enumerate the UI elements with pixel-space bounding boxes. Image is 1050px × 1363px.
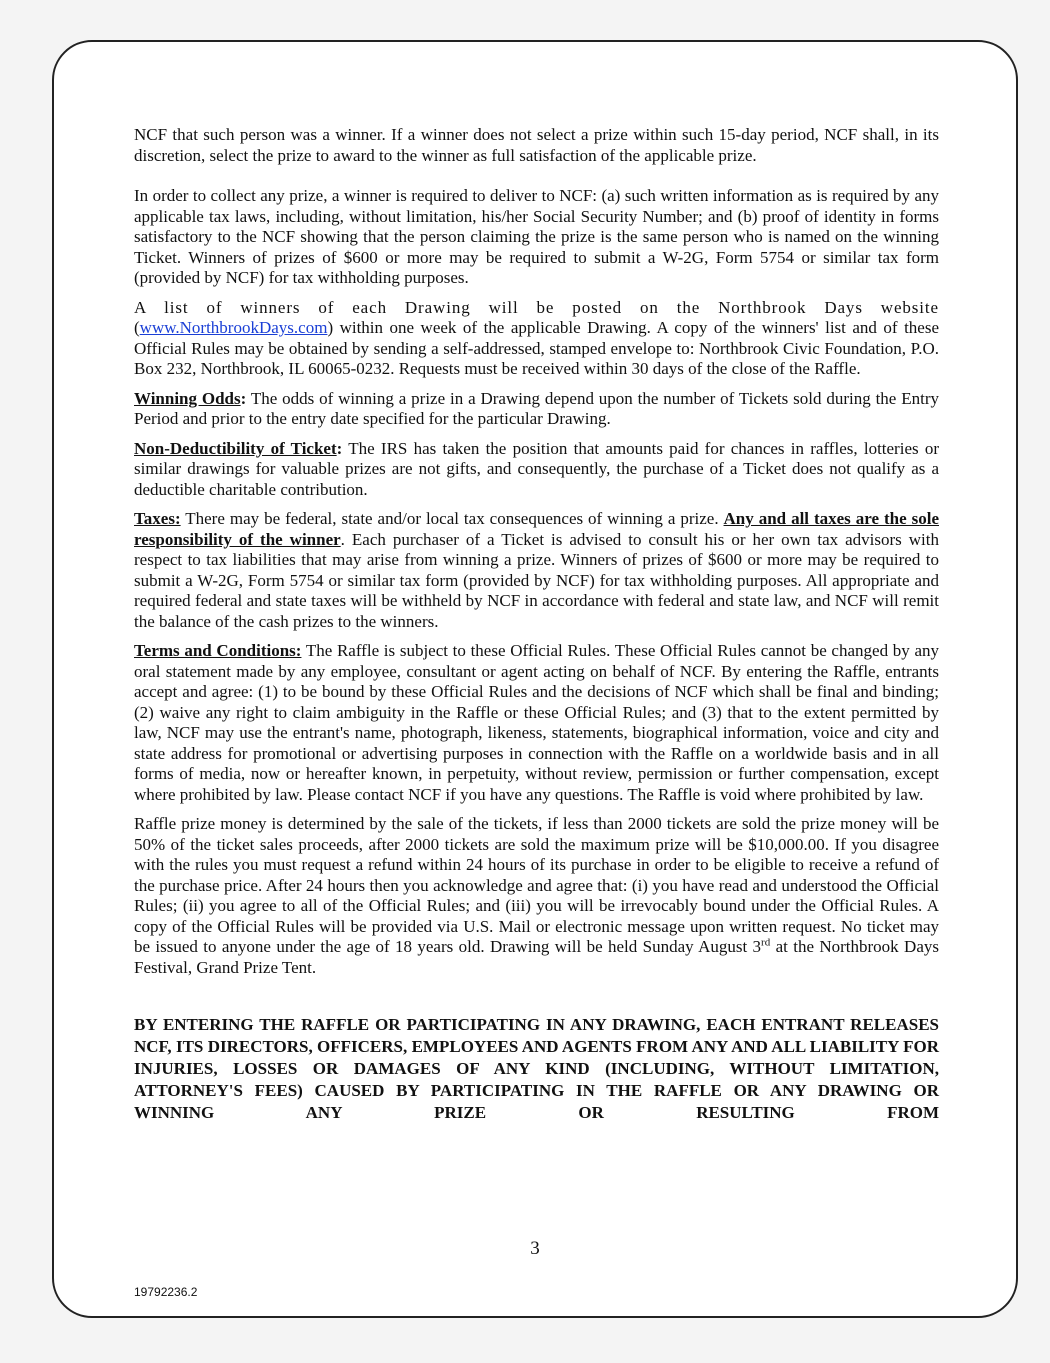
terms-heading: Terms and Conditions: [134, 641, 302, 660]
page-number: 3 [530, 1238, 540, 1259]
taxes-heading: Taxes: [134, 509, 181, 528]
winning-odds-colon: : [240, 388, 247, 408]
page-body [134, 125, 939, 1133]
paragraph-prize-collection: In order to collect any prize, a winner is required to deliver to NCF: (a) such written information as is required by any applicable tax laws, including, without limitation, his/her Social Security Number; and (b) proof of identity in forms satisfactory to the NCF showing that the person claiming the prize is the same person who is named on the winning Ticket. Winners of prizes of $600 or more may be required to submit a W-2G, Form 5754 or similar tax form (provided by NCF) for tax withholding purposes. [134, 186, 939, 287]
winners-list-rest: ) within one week of the applicable Drawing. A copy of the winners' list and of these Official Rules may be obtained by sending a self-addressed, stamped envelope to: Northbrook Civic Foundation, P.O. Box 232, Northbrook, IL 60065-0232. Requests must be received within 30 days of the close of the Raffle. [134, 318, 939, 378]
northbrook-days-website-link[interactable]: www.NorthbrookDays.com [139, 318, 328, 337]
paragraph-prize-money [134, 814, 939, 978]
document-id: 19792236.2 [134, 1285, 198, 1299]
taxes-emphasis: Any and all taxes are the sole responsibility of the winner [134, 509, 939, 549]
paragraph-terms-and-conditions [134, 641, 939, 805]
paragraph-taxes [134, 509, 939, 632]
winners-list-open-paren: ( [134, 318, 140, 337]
non-deductibility-heading: Non-Deductibility of Ticket [134, 438, 337, 458]
prize-money-body-before: Raffle prize money is determined by the sale of the tickets, if less than 2000 tickets are sold the prize money will be 50% of the ticket sales proceeds, after 2000 tickets are sold the maximum prize will be $10,000.00. If you disagree with the rules you must request a refund within 24 hours of its purchase in order to be eligible to receive a refund of the purchase price. After 24 hours then you acknowledge and agree that: (i) you have read and understood the Official Rules; (ii) you agree to all of the Official Rules; and (iii) you will be irrevocably bound under the Official Rules. A copy of the Official Rules will be provided via U.S. Mail or electronic message upon written request. No ticket may be issued to anyone under the age of 18 years old. Drawing will be held Sunday August 3 [134, 814, 939, 956]
prize-money-superscript: rd [761, 936, 771, 949]
release-of-liability: BY ENTERING THE RAFFLE OR PARTICIPATING IN ANY DRAWING, EACH ENTRANT RELEASES NCF, ITS DIRECTORS, OFFICERS, EMPLOYEES AND AGENTS FROM ANY AND ALL LIABILITY FOR INJURIES, LOSSES OR DAMAGES OF ANY KIND (INCLUDING, WITHOUT LIMITATION, ATTORNEY'S FEES) CAUSED BY PARTICIPATING IN THE RAFFLE OR ANY DRAWING OR WINNING ANY PRIZE OR RESULTING FROM [134, 1015, 939, 1122]
paragraph-non-deductibility [134, 439, 939, 501]
winning-odds-heading: Winning Odds [134, 388, 241, 408]
paragraph-winning-odds [134, 389, 939, 430]
terms-body: The Raffle is subject to these Official Rules. These Official Rules cannot be changed by any oral statement made by any employee, consultant or agent acting on behalf of NCF. By entering the Raffle, entrants accept and agree: (1) to be bound by these Official Rules and the decisions of NCF which shall be final and binding; (2) waive any right to claim ambiguity in the Raffle or these Official Rules; and (3) that to the extent permitted by law, NCF may use the entrant's name, photograph, likeness, statements, biographical information, voice and city and state address for promotional or advertising purposes in connection with the Raffle on a worldwide basis and in all forms of media, now or hereafter known, in perpetuity, without review, permission or further compensation, except where prohibited by law. Please contact NCF if you have any questions. The Raffle is void where prohibited by law. [134, 641, 939, 804]
taxes-body-after: . Each purchaser of a Ticket is advised to consult his or her own tax advisors with respect to tax liabilities that may arise from winning a prize. Winners of prizes of $600 or more may be required to submit a W-2G, Form 5754 or similar tax form (provided by NCF) for tax withholding purposes. All appropriate and required federal and state taxes will be withheld by NCF in accordance with federal and state law, and NCF will remit the balance of the cash prizes to the winners. [134, 529, 939, 631]
prize-money-body-after: at the Northbrook Days Festival, Grand Prize Tent. [134, 937, 939, 977]
winning-odds-body: The odds of winning a prize in a Drawing depend upon the number of Tickets sold during the Entry Period and prior to the entry date specified for the particular Drawing. [134, 388, 939, 428]
paragraph-prize-selection: NCF that such person was a winner. If a winner does not select a prize within such 15-day period, NCF shall, in its discretion, select the prize to award to the winner as full satisfaction of the applicable prize. [134, 125, 939, 165]
paragraph-winners-list [134, 298, 939, 380]
winners-list-line1: A list of winners of each Drawing will be posted on the Northbrook Days website [134, 297, 939, 317]
non-deductibility-body: The IRS has taken the position that amounts paid for chances in raffles, lotteries or similar drawings for valuable prizes are not gifts, and consequently, the purchase of a Ticket does not qualify as a deductible charitable contribution. [134, 438, 940, 499]
non-deductibility-colon: : [336, 438, 343, 458]
taxes-body-before: There may be federal, state and/or local tax consequences of winning a prize. [180, 509, 724, 528]
document-page [52, 40, 1018, 1318]
